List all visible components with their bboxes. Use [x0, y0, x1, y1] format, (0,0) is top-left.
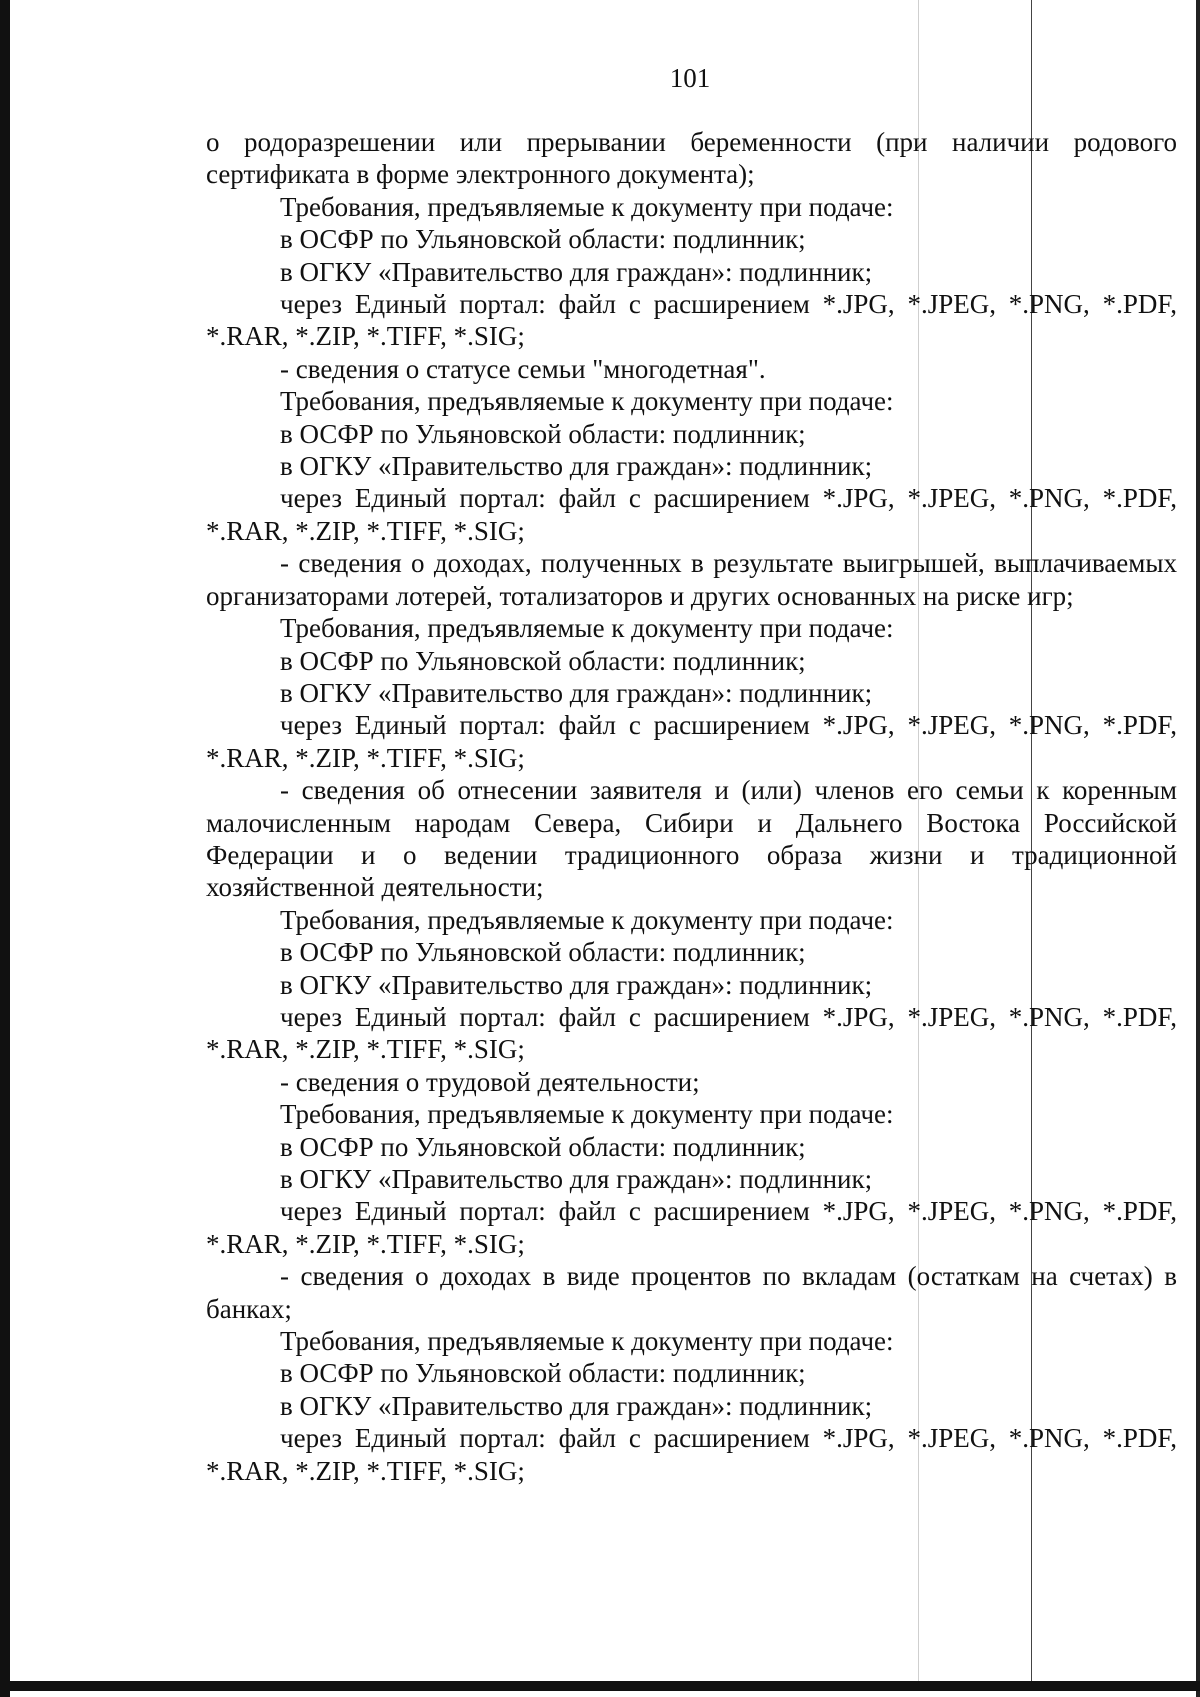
paragraph: Требования, предъявляемые к документу при подаче: [280, 904, 894, 935]
paragraph: - сведения о трудовой деятельности; [280, 1066, 700, 1097]
paragraph: через Единый портал: файл с расширением *.JPG, *.JPEG, *.PNG, *.PDF, *.RAR, *.ZIP, *.TIFF, *.SIG; [206, 1423, 1177, 1486]
paragraph: через Единый портал: файл с расширением *.JPG, *.JPEG, *.PNG, *.PDF, *.RAR, *.ZIP, *.TIFF, *.SIG; [206, 710, 1177, 773]
paragraph: через Единый портал: файл с расширением *.JPG, *.JPEG, *.PNG, *.PDF, *.RAR, *.ZIP, *.TIFF, *.SIG; [206, 483, 1177, 546]
paragraph: в ОСФР по Ульяновской области: подлинник; [280, 1131, 806, 1162]
paragraph: Требования, предъявляемые к документу при подаче: [280, 1326, 894, 1357]
paragraph: Требования, предъявляемые к документу при подаче: [280, 191, 894, 222]
paragraph: в ОГКУ «Правительство для граждан»: подлинник; [280, 677, 873, 708]
paragraph: в ОСФР по Ульяновской области: подлинник; [280, 224, 806, 255]
scan-border-left [0, 0, 10, 1697]
paragraph: в ОГКУ «Правительство для граждан»: подлинник; [280, 1390, 873, 1421]
paragraph: - сведения о доходах в виде процентов по вкладам (остаткам на счетах) в банках; [206, 1261, 1177, 1324]
paragraph: в ОГКУ «Правительство для граждан»: подлинник; [280, 256, 873, 287]
paragraph: в ОСФР по Ульяновской области: подлинник; [280, 1358, 806, 1389]
paragraph: о родоразрешении или прерывании беременности (при наличии родового сертификата в форме электронного документа); [206, 127, 1177, 190]
paragraph: через Единый портал: файл с расширением *.JPG, *.JPEG, *.PNG, *.PDF, *.RAR, *.ZIP, *.TIFF, *.SIG; [206, 1196, 1177, 1259]
paragraph: в ОСФР по Ульяновской области: подлинник; [280, 937, 806, 968]
paragraph: Требования, предъявляемые к документу при подаче: [280, 386, 894, 417]
paragraph: - сведения об отнесении заявителя и (или) членов его семьи к коренным малочисленным народам Севера, Сибири и Дальнего Востока Российской Федерации и о ведении традиционного образа жизни и традиционной хозяйственной деятельности; [206, 775, 1177, 903]
paragraph: в ОСФР по Ульяновской области: подлинник; [280, 645, 806, 676]
paragraph: в ОГКУ «Правительство для граждан»: подлинник; [280, 1164, 873, 1194]
paragraph: через Единый портал: файл с расширением *.JPG, *.JPEG, *.PNG, *.PDF, *.RAR, *.ZIP, *.TIFF, *.SIG; [206, 289, 1177, 352]
scan-border-right [1196, 0, 1200, 1697]
paragraph: в ОГКУ «Правительство для граждан»: подлинник; [280, 969, 873, 1000]
paragraph: - сведения о доходах, полученных в результате выигрышей, выплачиваемых организаторами лотерей, тотализаторов и других основанных на риске игр; [206, 548, 1177, 611]
paragraph: в ОСФР по Ульяновской области: подлинник; [280, 418, 806, 449]
paragraph: Требования, предъявляемые к документу при подаче: [280, 1099, 894, 1130]
scan-border-bottom [0, 1681, 1200, 1691]
paragraph: через Единый портал: файл с расширением *.JPG, *.JPEG, *.PNG, *.PDF, *.RAR, *.ZIP, *.TIFF, *.SIG; [206, 1001, 1177, 1065]
paragraph: Требования, предъявляемые к документу при подаче: [280, 613, 894, 644]
paragraph: - сведения о статусе семьи "многодетная". [280, 353, 766, 384]
page-number: 101 [669, 63, 711, 93]
document-body [206, 126, 1177, 1487]
paragraph: в ОГКУ «Правительство для граждан»: подлинник; [280, 451, 873, 482]
